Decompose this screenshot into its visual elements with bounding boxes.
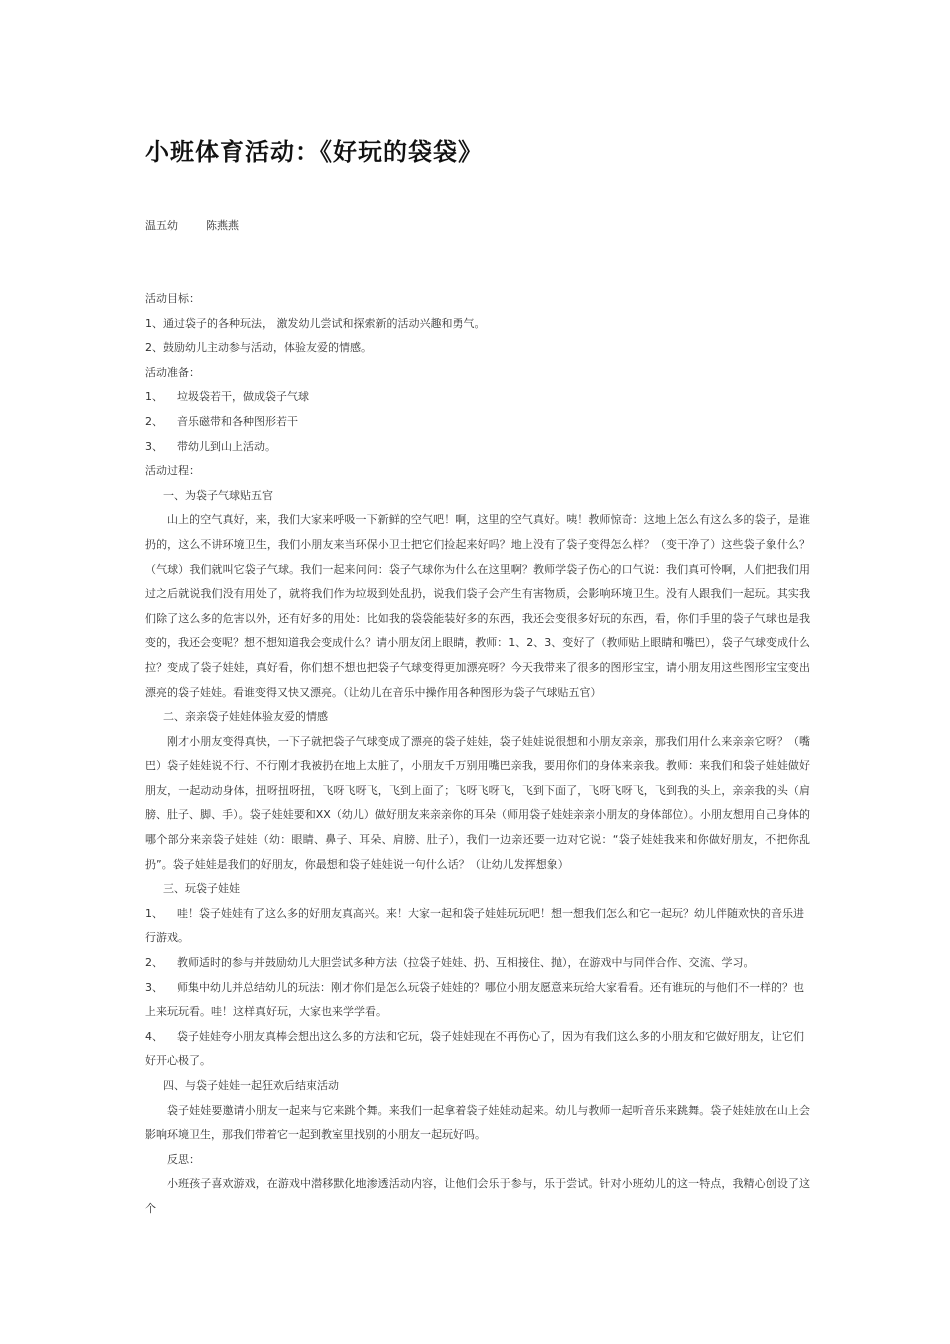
paragraph: 山上的空气真好，来，我们大家来呼吸一下新鲜的空气吧！啊，这里的空气真好。咦！教师惊奇：这地上怎么有这么多的袋子，是谁扔的，这么不讲环境卫生，我们小朋友来当环保小卫士把它们捡起来好吗？地上没有了袋子变得怎么样？（变干净了）这些袋子象什么？（气球）我们就叫它袋子气球。我们一起来问问：袋子气球你为什么在这里啊？教师学袋子伤心的口气说：我们真可怜啊，人们把我们用过之后就说我们没有用处了，就将我们作为垃圾到处乱扔，说我们袋子会产生有害物质，会影响环境卫生。没有人跟我们一起玩。其实我们除了这么多的危害以外，还有好多的用处：比如我的袋袋能装好多的东西，我还会变很多好玩的东西，看，你们手里的袋子气球也是我变的，我还会变呢？想不想知道我会变成什么？请小朋友闭上眼睛，教师：1、2、3、变好了（教师贴上眼睛和嘴巴），袋子气球变成什么拉？变成了袋子娃娃，真好看，你们想不想也把袋子气球变得更加漂亮呀？今天我带来了很多的图形宝宝，请小朋友用这些图形宝宝变出漂亮的袋子娃娃。看谁变得又快又漂亮。（让幼儿在音乐中操作用各种图形为袋子气球贴五官）: [145, 513, 810, 699]
paragraph: 刚才小朋友变得真快，一下子就把袋子气球变成了漂亮的袋子娃娃，袋子娃娃说很想和小朋友亲亲，那我们用什么来亲亲它呀？（嘴巴）袋子娃娃说不行、不行刚才我被扔在地上太脏了，小朋友千万别用嘴巴亲我，要用你们的身体来亲我。教师：来我们和袋子娃娃做好朋友，一起动动身体，扭呀扭呀扭，飞呀飞呀飞，飞到上面了；飞呀飞呀飞，飞到下面了，飞呀飞呀飞，飞到我的头上，亲亲我的头（肩膀、肚子、脚、手）。袋子娃娃要和XX（幼儿）做好朋友来亲亲你的耳朵（师用袋子娃娃亲亲小朋友的身体部位）。小朋友想用自己身体的哪个部分来亲袋子娃娃（幼：眼睛、鼻子、耳朵、肩膀、肚子），我们一边亲还要一边对它说：“袋子娃娃我来和你做好朋友，不把你乱扔”。袋子娃娃是我们的好朋友，你最想和袋子娃娃说一句什么话？（让幼儿发挥想象）: [145, 734, 810, 871]
paragraph: 3、 带幼儿到山上活动。: [145, 439, 276, 453]
paragraph: 反思：: [167, 1152, 200, 1166]
paragraph: 一、为袋子气球贴五官: [163, 488, 273, 502]
paragraph: 三、玩袋子娃娃: [163, 882, 240, 896]
author-line: 温五幼 陈燕燕: [145, 219, 239, 232]
paragraph: 3、 师集中幼儿并总结幼儿的玩法：刚才你们是怎么玩袋子娃娃的？哪位小朋友愿意来玩给大家看看。还有谁玩的与他们不一样的？也上来玩玩看。哇！这样真好玩，大家也来学学看。: [145, 980, 804, 1019]
paragraph: 1、 哇！袋子娃娃有了这么多的好朋友真高兴。来！大家一起和袋子娃娃玩玩吧！想一想我们怎么和它一起玩？幼儿伴随欢快的音乐进行游戏。: [145, 906, 804, 945]
paragraph: 1、 垃圾袋若干，做成袋子气球: [145, 390, 309, 404]
document-title: 小班体育活动：《好玩的袋袋》: [145, 138, 483, 166]
paragraph: 2、 教师适时的参与并鼓励幼儿大胆尝试多种方法（拉袋子娃娃、扔、互相接住、抛），在游戏中与同伴合作、交流、学习。: [145, 956, 755, 970]
paragraph: 活动准备：: [145, 365, 200, 379]
document-body: [145, 287, 810, 1222]
paragraph: 活动过程：: [145, 464, 200, 478]
paragraph: 2、 音乐磁带和各种图形若干: [145, 414, 298, 428]
paragraph: 二、亲亲袋子娃娃体验友爱的情感: [163, 710, 328, 724]
paragraph: 小班孩子喜欢游戏，在游戏中潜移默化地渗透活动内容，让他们会乐于参与，乐于尝试。针对小班幼儿的这一特点，我精心创设了这个: [145, 1177, 810, 1215]
paragraph: 1、通过袋子的各种玩法， 激发幼儿尝试和探索新的活动兴趣和勇气。: [145, 316, 486, 330]
paragraph: 4、 袋子娃娃夸小朋友真棒会想出这么多的方法和它玩，袋子娃娃现在不再伤心了，因为有我们这么多的小朋友和它做好朋友，让它们好开心极了。: [145, 1029, 804, 1068]
paragraph: 2、鼓励幼儿主动参与活动，体验友爱的情感。: [145, 341, 372, 355]
paragraph: 四、与袋子娃娃一起狂欢后结束活动: [163, 1079, 339, 1092]
paragraph: 活动目标：: [145, 292, 200, 305]
paragraph: 袋子娃娃要邀请小朋友一起来与它来跳个舞。来我们一起拿着袋子娃娃动起来。幼儿与教师一起听音乐来跳舞。袋子娃娃放在山上会影响环境卫生，那我们带着它一起到教室里找别的小朋友一起玩好吗。: [145, 1103, 810, 1142]
